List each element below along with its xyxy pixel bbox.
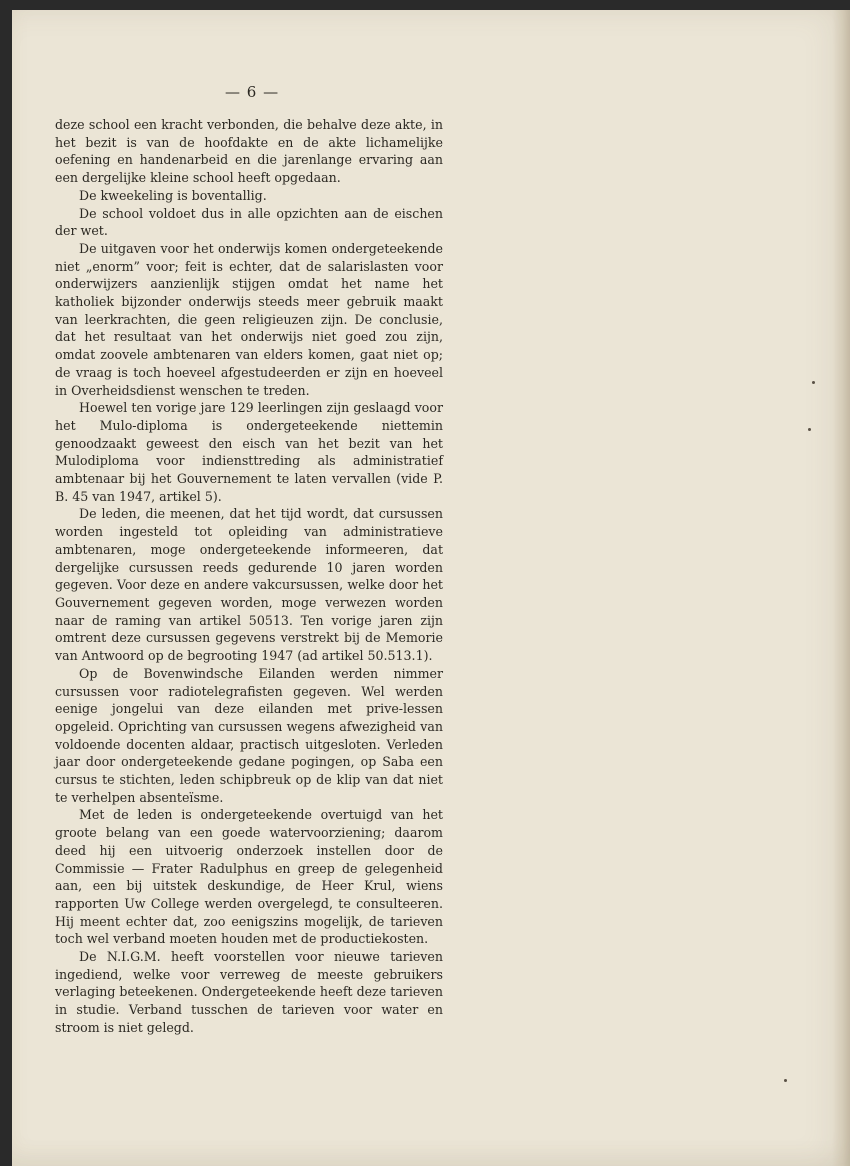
paragraph: De kweekeling is boventallig. bbox=[79, 187, 267, 203]
body-text bbox=[55, 116, 443, 1037]
paragraph: Hoewel ten vorige jare 129 leerlingen zijn geslaagd voor het Mulo-diploma is ondergeteekende niettemin genoodzaakt geweest den eisch van het bezit van het Mulodiploma voor indiensttreding als administratief ambtenaar bij het Gouvernement te laten vervallen (vide P. B. 45 van 1947, artikel 5). bbox=[55, 400, 443, 504]
paragraph: De uitgaven voor het onderwijs komen ondergeteekende niet „enorm” voor; feit is echter, dat de salarislasten voor onderwijzers aanzienlijk stijgen omdat het name het katholiek bijzonder onderwijs steeds meer gebruik maakt van leerkrachten, die geen religieuzen zijn. De conclusie, dat het resultaat van het onderwijs niet goed zou zijn, omdat zoovele ambtenaren van elders komen, gaat niet op; de vraag is toch hoeveel afgestudeerden er zijn en hoeveel in Overheidsdienst wenschen te treden. bbox=[55, 240, 443, 398]
speck-mark bbox=[812, 381, 815, 384]
paragraph: Op de Bovenwindsche Eilanden werden nimmer cursussen voor radiotelegrafisten gegeven. Wel werden eenige jongelui van deze eilanden met prive-lessen opgeleid. Oprichting van cursussen wegens afwezigheid van voldoende docenten aldaar, practisch uitgesloten. Verleden jaar door ondergeteekende gedane pogingen, op Saba een cursus te stichten, leden schipbreuk op de klip van dat niet te verhelpen absenteïsme. bbox=[55, 665, 443, 805]
page-number: — 6 — bbox=[225, 83, 280, 101]
speck-mark bbox=[808, 428, 811, 431]
page-fold-shadow bbox=[832, 10, 850, 1166]
speck-mark bbox=[784, 1079, 787, 1082]
paragraph: De N.I.G.M. heeft voorstellen voor nieuwe tarieven ingediend, welke voor verreweg de meeste gebruikers verlaging beteekenen. Ondergeteekende heeft deze tarieven in studie. Verband tusschen de tarieven voor water en stroom is niet gelegd. bbox=[55, 949, 443, 1035]
paragraph: De school voldoet dus in alle opzichten aan de eischen der wet. bbox=[55, 205, 443, 239]
paragraph: De leden, die meenen, dat het tijd wordt, dat cursussen worden ingesteld tot opleiding van administratieve ambtenaren, moge ondergeteekende informeeren, dat dergelijke cursussen reeds gedurende 10 jaren worden gegeven. Voor deze en andere vakcursussen, welke door het Gouvernement gegeven worden, moge verwezen worden naar de raming van artikel 50513. Ten vorige jaren zijn omtrent deze cursussen gegevens verstrekt bij de Memorie van Antwoord op de begrooting 1947 (ad artikel 50.513.1). bbox=[55, 506, 443, 664]
paragraph: Met de leden is ondergeteekende overtuigd van het groote belang van een goede watervoorziening; daarom deed hij een uitvoerig onderzoek instellen door de Commissie — Frater Radulphus en greep de gelegenheid aan, een bij uitstek deskundige, de Heer Krul, wiens rapporten Uw College werden overgelegd, te consulteeren. Hij meent echter dat, zoo eenigszins mogelijk, de tarieven toch wel verband moeten houden met de productiekosten. bbox=[55, 807, 443, 947]
paragraph: deze school een kracht verbonden, die behalve deze akte, in het bezit is van de hoofdakte en de akte lichamelijke oefening en handenarbeid en die jarenlange ervaring aan een dergelijke kleine school heeft opgedaan. bbox=[55, 117, 443, 186]
